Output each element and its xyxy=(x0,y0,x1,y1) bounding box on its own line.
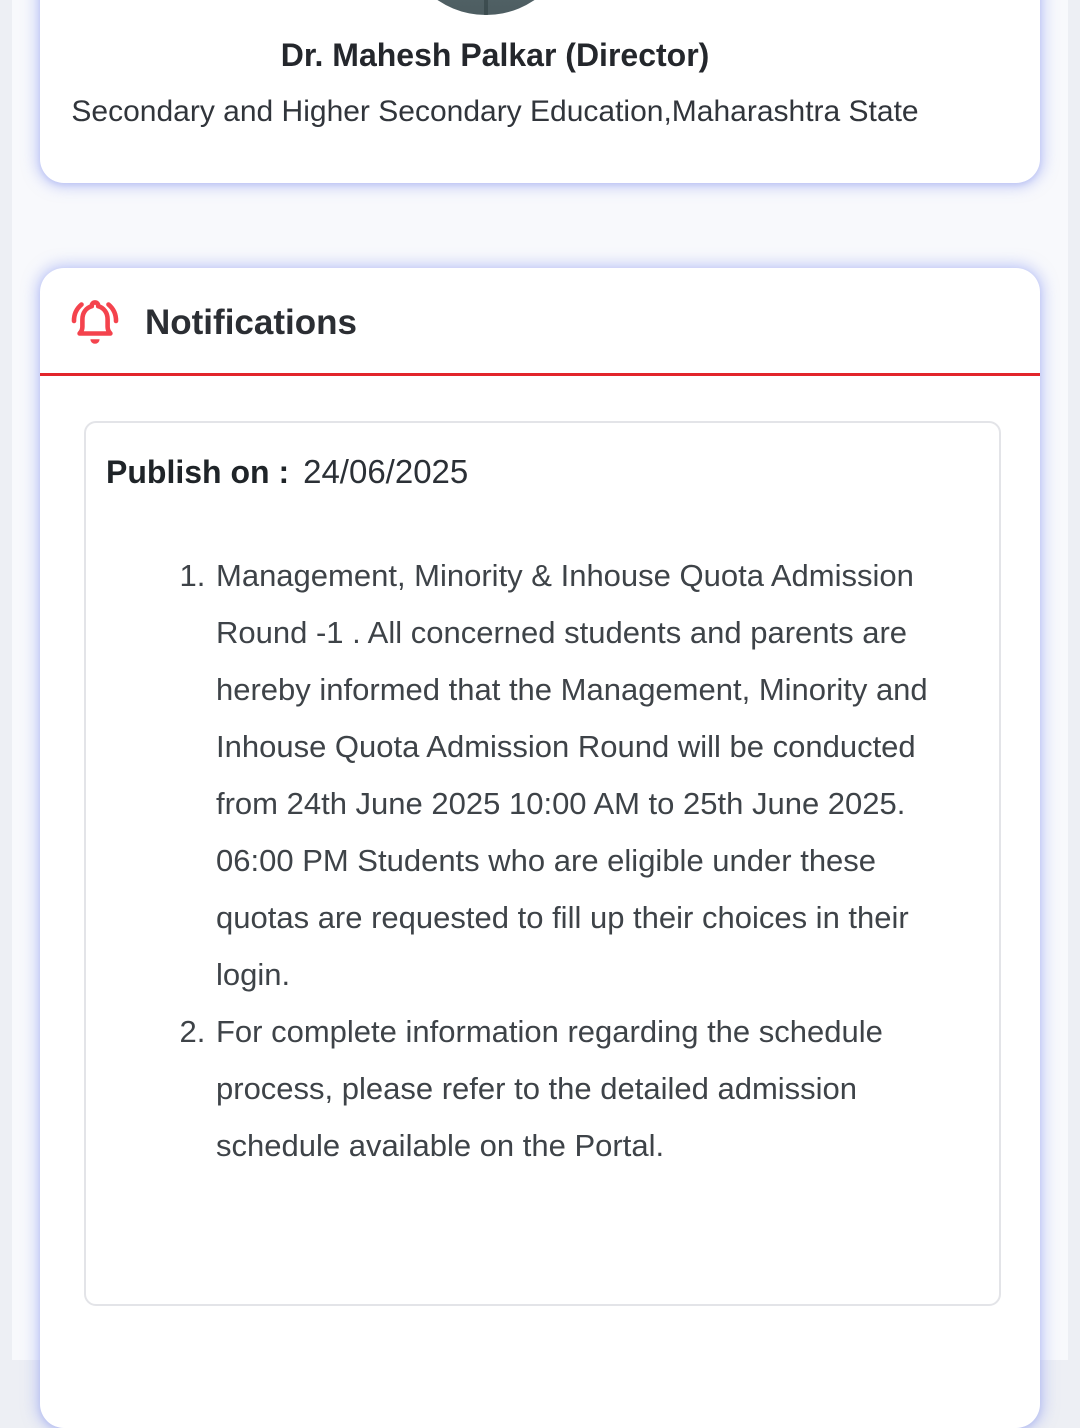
notice-item: 2. For complete information regarding the schedule process, please refer to the detailed admission schedule available on the Portal. xyxy=(214,1003,969,1174)
director-card xyxy=(40,0,1040,183)
director-name: Dr. Mahesh Palkar (Director) xyxy=(40,37,950,74)
publish-date: 24/06/2025 xyxy=(303,453,468,490)
notifications-title: Notifications xyxy=(145,303,357,343)
publish-line xyxy=(106,453,969,491)
director-avatar xyxy=(400,0,572,15)
notice-item: 1. Management, Minority & Inhouse Quota Admission Round -1 . All concerned students and parents are hereby informed that the Management, Minority and Inhouse Quota Admission Round will be conducted from 24th June 2025 10:00 AM to 25th June 2025. 06:00 PM Students who are eligible under these quotas are requested to fill up their choices in their login. xyxy=(214,547,969,1003)
publish-label: Publish on : xyxy=(106,454,289,490)
notice-list xyxy=(106,547,969,1174)
bell-icon xyxy=(67,294,123,352)
notifications-header xyxy=(40,268,1040,376)
director-department: Secondary and Higher Secondary Education,Maharashtra State xyxy=(40,95,950,129)
notifications-card xyxy=(40,268,1040,1428)
notification-item-card xyxy=(84,421,1001,1306)
